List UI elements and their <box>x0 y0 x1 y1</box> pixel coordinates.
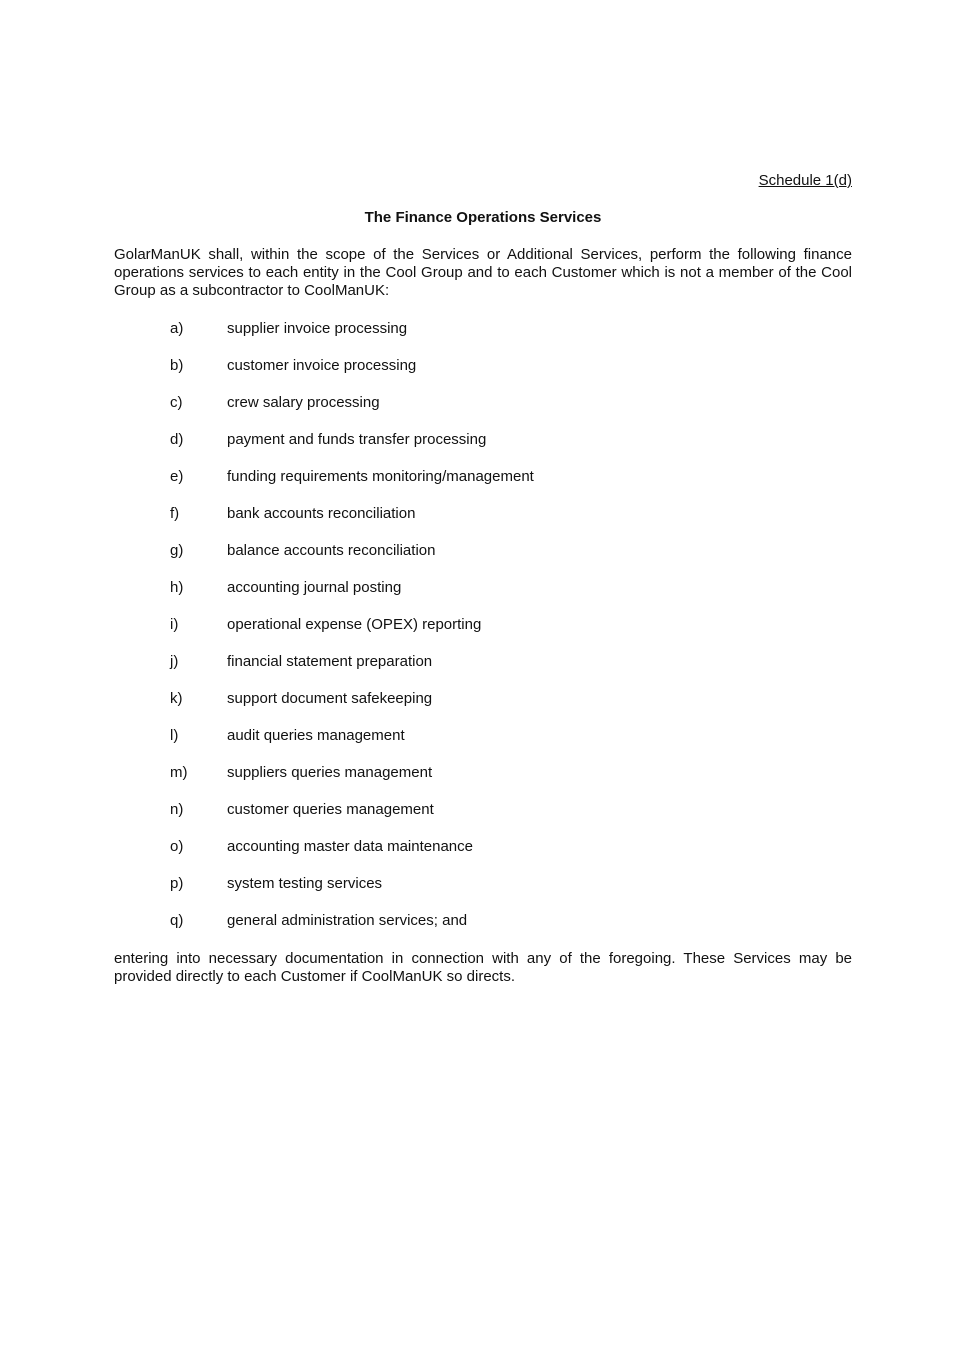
list-item <box>170 801 534 838</box>
list-item-text: crew salary processing <box>227 394 380 411</box>
list-item <box>170 653 534 690</box>
list-item <box>170 542 534 579</box>
list-item <box>170 431 534 468</box>
list-item-text: support document safekeeping <box>227 690 433 707</box>
list-item <box>170 468 534 505</box>
list-item-text: operational expense (OPEX) reporting <box>227 616 482 633</box>
list-item-marker: c) <box>170 394 183 411</box>
list-item-marker: b) <box>170 357 184 374</box>
list-item-marker: p) <box>170 875 184 892</box>
list-item-marker: m) <box>170 764 188 781</box>
list-item-text: accounting master data maintenance <box>227 838 473 855</box>
list-item <box>170 838 534 875</box>
list-item-marker: k) <box>170 690 183 707</box>
list-item <box>170 357 534 394</box>
list-item-text: general administration services; and <box>227 912 468 929</box>
list-item-text: funding requirements monitoring/management <box>227 468 534 485</box>
list-item-marker: i) <box>170 616 179 633</box>
list-item-text: bank accounts reconciliation <box>227 505 416 522</box>
list-item <box>170 727 534 764</box>
list-item <box>170 616 534 653</box>
list-item-text: financial statement preparation <box>227 653 433 670</box>
list-item <box>170 912 534 949</box>
list-item-text: system testing services <box>227 875 383 892</box>
list-item-text: customer queries management <box>227 801 434 818</box>
list-item-text: suppliers queries management <box>227 764 433 781</box>
list-item-marker: n) <box>170 801 184 818</box>
list-item-marker: q) <box>170 912 184 929</box>
schedule-reference: Schedule 1(d) <box>758 172 852 189</box>
list-item <box>170 579 534 616</box>
list-item-text: accounting journal posting <box>227 579 402 596</box>
list-item-marker: j) <box>170 653 179 670</box>
list-item-text: supplier invoice processing <box>227 320 408 337</box>
list-item <box>170 764 534 801</box>
page-title: The Finance Operations Services <box>364 209 602 226</box>
list-item-marker: f) <box>170 505 180 522</box>
list-item-marker: e) <box>170 468 184 485</box>
list-item-marker: a) <box>170 320 184 337</box>
list-item <box>170 875 534 912</box>
list-item-marker: g) <box>170 542 184 559</box>
list-item-marker: d) <box>170 431 184 448</box>
list-item <box>170 394 534 431</box>
list-item-text: balance accounts reconciliation <box>227 542 436 559</box>
list-item <box>170 320 534 357</box>
list-item-marker: h) <box>170 579 184 596</box>
list-item-text: audit queries management <box>227 727 405 744</box>
closing-paragraph: entering into necessary documentation in connection with any of the foregoing. These Services may be provided directly to each Customer if CoolManUK so directs. <box>114 950 852 985</box>
list-item-marker: o) <box>170 838 184 855</box>
list-item-text: payment and funds transfer processing <box>227 431 487 448</box>
list-item-text: customer invoice processing <box>227 357 417 374</box>
services-list <box>170 320 534 949</box>
list-item-marker: l) <box>170 727 179 744</box>
intro-paragraph: GolarManUK shall, within the scope of the Services or Additional Services, perform the following finance operations services to each entity in the Cool Group and to each Customer which is not a member of the Cool Group as a subcontractor to CoolManUK: <box>114 246 852 299</box>
list-item <box>170 690 534 727</box>
list-item <box>170 505 534 542</box>
